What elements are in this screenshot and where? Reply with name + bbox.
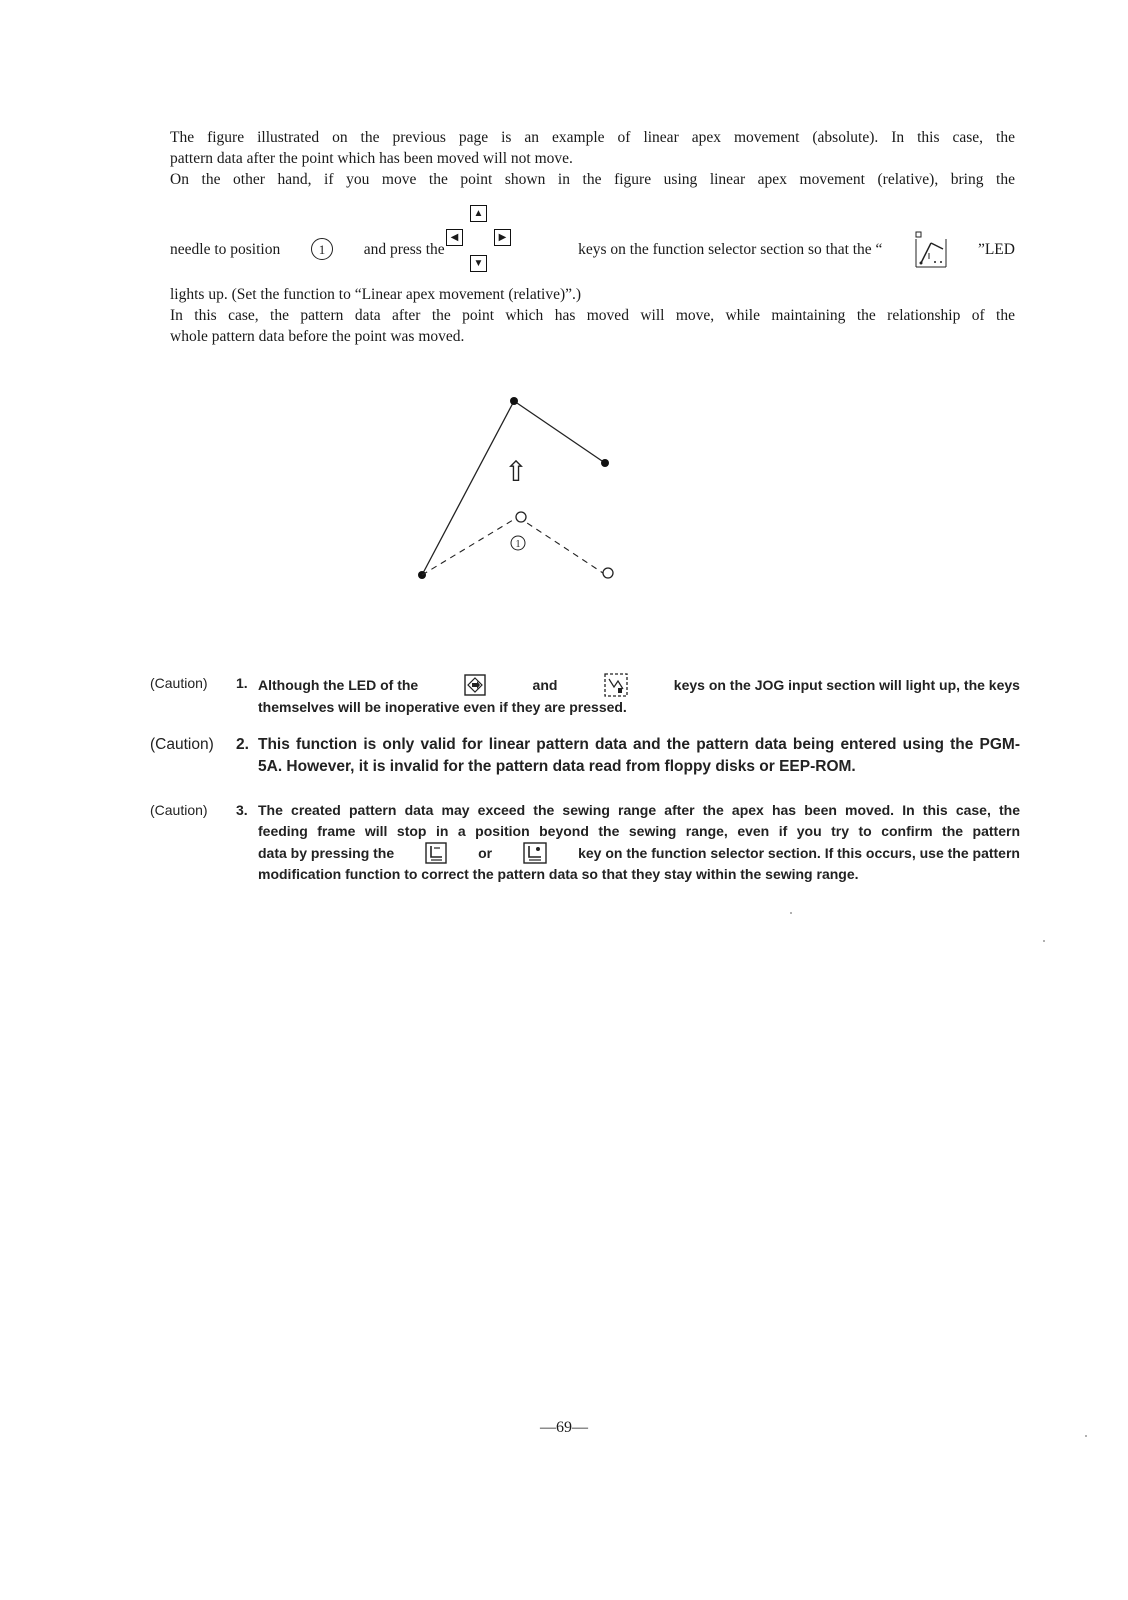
caution-3-line-4: modification function to correct the pattern data so that they stay within the sewing range.: [258, 866, 859, 882]
moved-pattern-solid: [418, 397, 609, 579]
intro-line-3: On the other hand, if you move the point shown in the figure using linear apex movement (relative), bring the: [170, 171, 1015, 188]
caution-1: [150, 673, 1020, 718]
followup-paragraph: [170, 284, 1015, 347]
jog-pattern-key-icon: [604, 673, 628, 697]
scan-speck: [790, 912, 792, 914]
moved-end-marker: [601, 459, 609, 467]
original-apex-marker: [516, 512, 526, 522]
confirm-key-icon: [425, 842, 447, 864]
intro-line-2: pattern data after the point which has been moved will not move.: [170, 150, 573, 167]
needle-text-3: keys on the function selector section so that the “: [578, 240, 883, 258]
needle-text-2: and press the: [363, 240, 445, 258]
caution-3-text-c: key on the function selector section. If this occurs, use the pattern: [578, 844, 1020, 861]
moved-apex-marker: [510, 397, 518, 405]
position-number-badge: 1: [311, 238, 333, 260]
scan-speck: [1043, 940, 1045, 942]
followup-line-1: lights up. (Set the function to “Linear apex movement (relative)”.): [170, 286, 582, 303]
caution-3-number: 3.: [236, 802, 248, 818]
set-key-icon: [523, 842, 547, 864]
caution-1-text-a: Although the LED of the: [258, 676, 419, 693]
scan-speck: [1085, 1435, 1087, 1437]
caution-2-line-1: This function is only valid for linear pattern data and the pattern data being entered using the PGM-: [258, 736, 1020, 753]
caution-3-line-1: The created pattern data may exceed the sewing range after the apex has been moved. In this case, the: [258, 802, 1020, 818]
page-number: —69—: [540, 1419, 588, 1436]
caution-1-text-b: and: [532, 676, 558, 693]
caution-3-text-a: data by pressing the: [258, 844, 395, 861]
right-arrow-key-icon: ▶: [494, 229, 511, 246]
linear-apex-relative-led-icon: [913, 229, 947, 269]
jog-diamond-key-icon: [464, 674, 486, 696]
caution-1-number: 1.: [236, 675, 248, 691]
apex-movement-figure: [400, 395, 640, 595]
left-arrow-key-icon: ◀: [446, 229, 463, 246]
caution-1-label: (Caution): [150, 675, 208, 691]
caution-2-number: 2.: [236, 736, 249, 753]
intro-paragraph: [170, 127, 1015, 190]
caution-2-label: (Caution): [150, 736, 214, 753]
followup-line-2: In this case, the pattern data after the point which has moved will move, while maintaining the relationship of the: [170, 307, 1015, 324]
down-arrow-key-icon: ▼: [470, 255, 487, 272]
caution-3-line-2: feeding frame will stop in a position beyond the sewing range, even if you try to confirm the pattern: [258, 823, 1020, 839]
caution-2: [150, 734, 1020, 778]
caution-1-text-c: keys on the JOG input section will light up, the keys: [673, 676, 1020, 693]
caution-2-line-2: 5A. However, it is invalid for the pattern data read from floppy disks or EEP-ROM.: [258, 758, 856, 775]
caution-3-text-b: or: [478, 844, 493, 861]
caution-1-line-2: themselves will be inoperative even if they are pressed.: [258, 699, 627, 715]
needle-instruction-line: [170, 229, 1015, 269]
caution-3-label: (Caution): [150, 802, 208, 818]
followup-line-3: whole pattern data before the point was moved.: [170, 328, 465, 345]
original-end-marker: [603, 568, 613, 578]
intro-line-1: The figure illustrated on the previous page is an example of linear apex movement (absolute). In this case, the: [170, 129, 1015, 146]
move-direction-arrow-icon: ⇧: [504, 455, 528, 488]
needle-text-4: ”LED: [977, 240, 1015, 258]
needle-text-1: needle to position: [170, 240, 281, 258]
point-1-label: 1: [515, 539, 521, 550]
up-arrow-key-icon: ▲: [470, 205, 487, 222]
caution-3: [150, 800, 1020, 885]
